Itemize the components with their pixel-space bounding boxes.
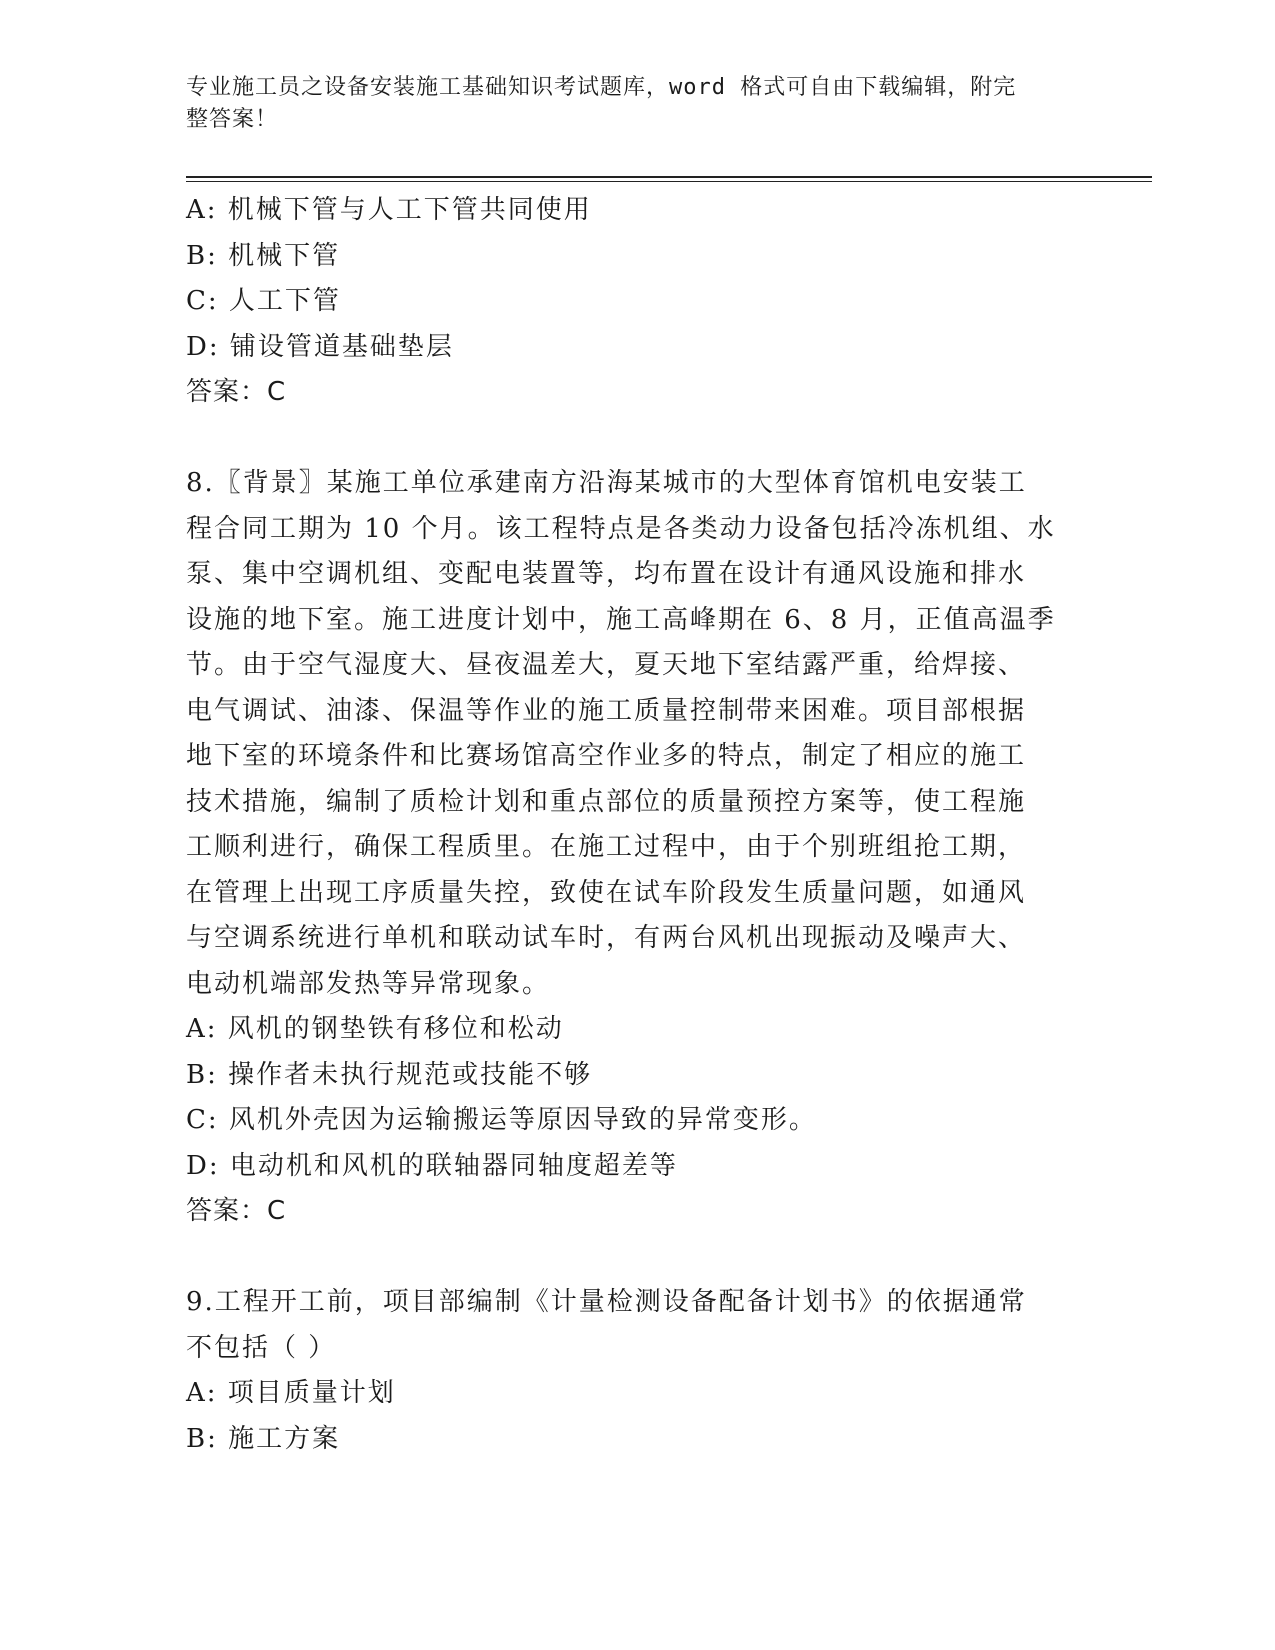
question-text-line: 设施的地下室。施工进度计划中，施工高峰期在 6、8 月，正值高温季 xyxy=(186,604,1056,635)
spacer xyxy=(186,1235,1086,1281)
header-divider-thick xyxy=(186,176,1152,178)
document-body xyxy=(186,188,1086,1462)
question-8-block xyxy=(186,461,1086,1235)
question-text-line: 8.〖背景〗某施工单位承建南方沿海某城市的大型体育馆机电安装工 xyxy=(186,468,1027,498)
option-b: B: 操作者未执行规范或技能不够 xyxy=(186,1059,593,1090)
answer: 答案：C xyxy=(186,1196,287,1226)
question-text-line: 电动机端部发热等异常现象。 xyxy=(186,968,551,999)
option-d: D: 电动机和风机的联轴器同轴度超差等 xyxy=(186,1150,678,1181)
question-text-line: 泵、集中空调机组、变配电装置等，均布置在设计有通风设施和排水 xyxy=(186,559,1027,589)
question-text-line: 不包括（ ） xyxy=(186,1332,337,1363)
option-a: A: 项目质量计划 xyxy=(186,1378,396,1408)
answer: 答案：C xyxy=(186,377,287,407)
question-text-line: 在管理上出现工序质量失控，致使在试车阶段发生质量问题，如通风 xyxy=(186,877,1027,908)
option-d: D: 铺设管道基础垫层 xyxy=(186,331,454,362)
question-text-line: 程合同工期为 10 个月。该工程特点是各类动力设备包括冷冻机组、水 xyxy=(186,513,1056,544)
document-header xyxy=(186,72,1066,136)
question-text-line: 与空调系统进行单机和联动试车时，有两台风机出现振动及噪声大、 xyxy=(186,923,1027,953)
question-text-line: 工顺利进行，确保工程质里。在施工过程中，由于个别班组抢工期， xyxy=(186,832,1027,862)
header-line: 整答案！ xyxy=(186,107,279,132)
option-a: A: 风机的钢垫铁有移位和松动 xyxy=(186,1014,564,1044)
option-b: B: 施工方案 xyxy=(186,1423,341,1454)
option-b: B: 机械下管 xyxy=(186,240,341,271)
question-7-block xyxy=(186,188,1086,416)
question-text-line: 电气调试、油漆、保温等作业的施工质量控制带来困难。项目部根据 xyxy=(186,695,1027,726)
header-divider-thin xyxy=(186,181,1152,182)
spacer xyxy=(186,416,1086,462)
option-c: C: 风机外壳因为运输搬运等原因导致的异常变形。 xyxy=(186,1105,817,1135)
header-line: 专业施工员之设备安装施工基础知识考试题库，word 格式可自由下载编辑，附完 xyxy=(186,75,1017,100)
question-text-line: 地下室的环境条件和比赛场馆高空作业多的特点，制定了相应的施工 xyxy=(186,741,1027,771)
option-a: A: 机械下管与人工下管共同使用 xyxy=(186,195,592,225)
question-text-line: 节。由于空气湿度大、昼夜温差大，夏天地下室结露严重，给焊接、 xyxy=(186,650,1027,680)
question-text-line: 技术措施，编制了质检计划和重点部位的质量预控方案等，使工程施 xyxy=(186,786,1027,817)
option-c: C: 人工下管 xyxy=(186,286,341,316)
question-text-line: 9.工程开工前，项目部编制《计量检测设备配备计划书》的依据通常 xyxy=(186,1287,1027,1317)
question-9-block xyxy=(186,1280,1086,1462)
